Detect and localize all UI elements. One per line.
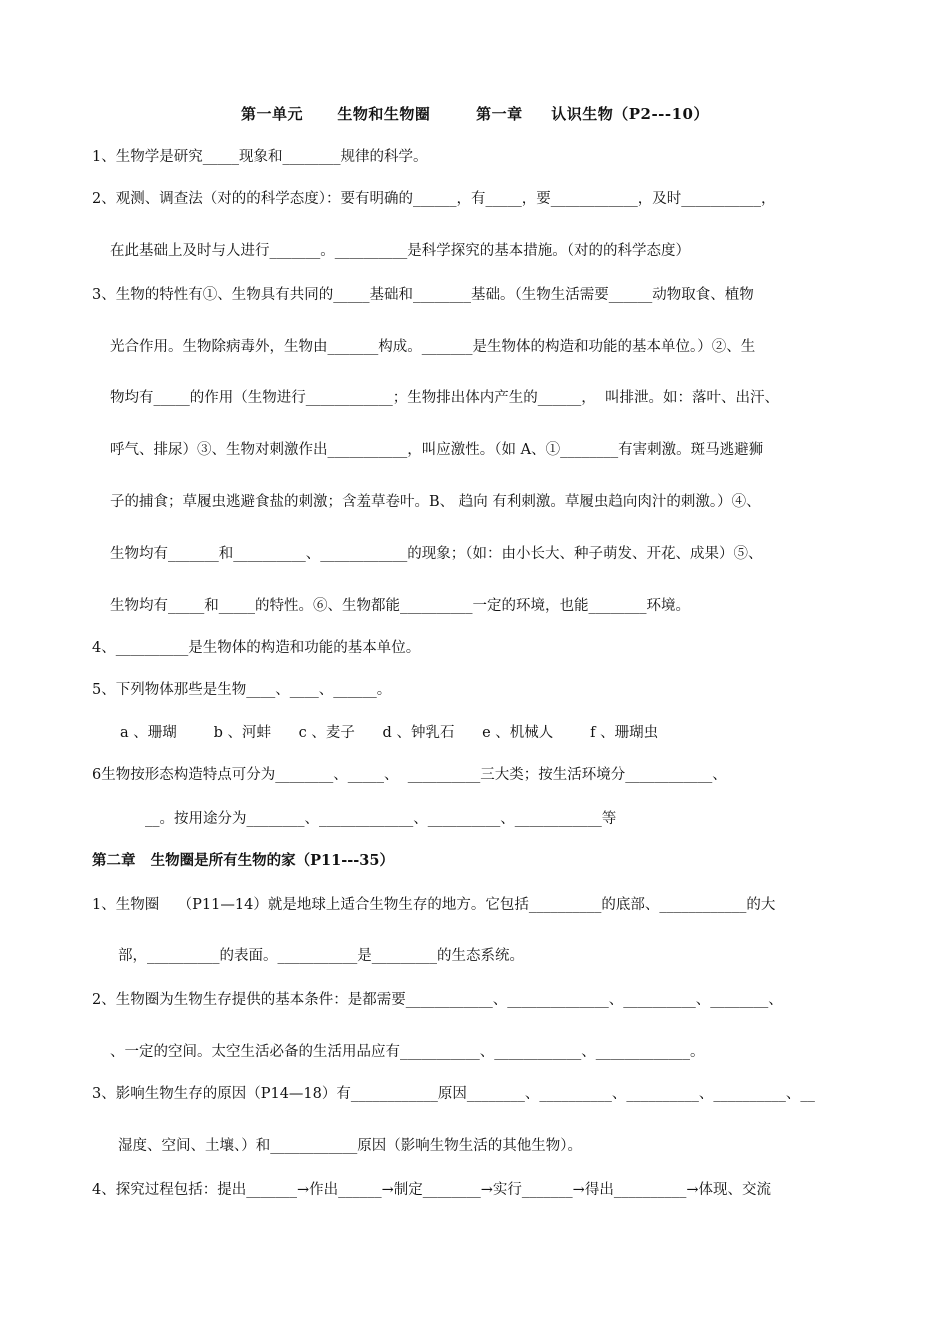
ch2-line-5: 3、影响生物生存的原因（P14—18）有____________原因________、__________、__________、__________、__ bbox=[92, 1086, 815, 1102]
ch1-line-8: 子的捕食；草履虫逃避食盐的刺激；含羞草卷叶。B、 趋向 有利刺激。草履虫趋向肉汁的刺激。）④、 bbox=[110, 494, 761, 510]
ch2-line-6: 湿度、空间、土壤、）和____________原因（影响生物生活的其他生物）。 bbox=[118, 1138, 582, 1154]
ch1-line-11: 4、__________是生物体的构造和功能的基本单位。 bbox=[92, 640, 421, 656]
ch1-line-2: 2、观测、调查法（对的的科学态度）：要有明确的______，有_____，要____________，及时___________， bbox=[92, 191, 776, 207]
ch1-line-4: 3、生物的特性有①、生物具有共同的_____基础和________基础。（生物生活需要______动物取食、植物 bbox=[92, 287, 754, 303]
ch1-line-10: 生物均有_____和_____的特性。⑥、生物都能__________一定的环境，也能________环境。 bbox=[110, 598, 690, 614]
ch2-line-1: 1、生物圈 （P11—14）就是地球上适合生物生存的地方。它包括__________的底部、____________的大 bbox=[92, 897, 776, 913]
ch1-line-3: 在此基础上及时与人进行_______。__________是科学探究的基本措施。（对的的科学态度） bbox=[110, 243, 690, 259]
ch1-line-6: 物均有_____的作用（生物进行____________；生物排出体内产生的______， 叫排泄。如：落叶、出汗、 bbox=[110, 390, 779, 406]
ch1-line-14: 6生物按形态构造特点可分为________、_____、 __________三大类；按生活环境分____________、 bbox=[92, 767, 727, 783]
ch2-line-4: 、一定的空间。太空生活必备的生活用品应有___________、____________、_____________。 bbox=[110, 1044, 705, 1060]
ch1-line-1: 1、生物学是研究_____现象和________规律的科学。 bbox=[92, 149, 428, 165]
ch2-line-3: 2、生物圈为生物生存提供的基本条件：是都需要____________、______________、__________、________、 bbox=[92, 992, 783, 1008]
ch1-line-9: 生物均有_______和__________、____________的现象；（如：由小长大、种子萌发、开花、成果）⑤、 bbox=[110, 546, 763, 562]
ch1-line-15: __。按用途分为________、_____________、__________、____________等 bbox=[145, 811, 617, 827]
ch1-line-7: 呼气、排尿）③、生物对刺激作出___________，叫应激性。（如 A、①________有害刺激。斑马逃避狮 bbox=[110, 442, 764, 458]
ch1-line-5: 光合作用。生物除病毒外，生物由_______构成。_______是生物体的构造和功能的基本单位。）②、生 bbox=[110, 339, 756, 355]
ch2-line-7: 4、探究过程包括：提出_______→作出______→制定________→实行_______→得出__________→体现、交流 bbox=[92, 1182, 771, 1198]
ch1-options: a 、珊瑚 b 、河蚌 c 、麦子 d 、钟乳石 e 、机械人 f 、珊瑚虫 bbox=[120, 725, 659, 741]
page-title: 第一单元 生物和生物圈 第一章 认识生物（P2---10） bbox=[241, 105, 709, 123]
ch1-line-12: 5、下列物体那些是生物____、____、______。 bbox=[92, 682, 392, 698]
ch2-line-2: 部，__________的表面。___________是_________的生态系统。 bbox=[118, 948, 524, 964]
chapter-2-heading: 第二章 生物圈是所有生物的家（P11---35） bbox=[92, 852, 394, 869]
